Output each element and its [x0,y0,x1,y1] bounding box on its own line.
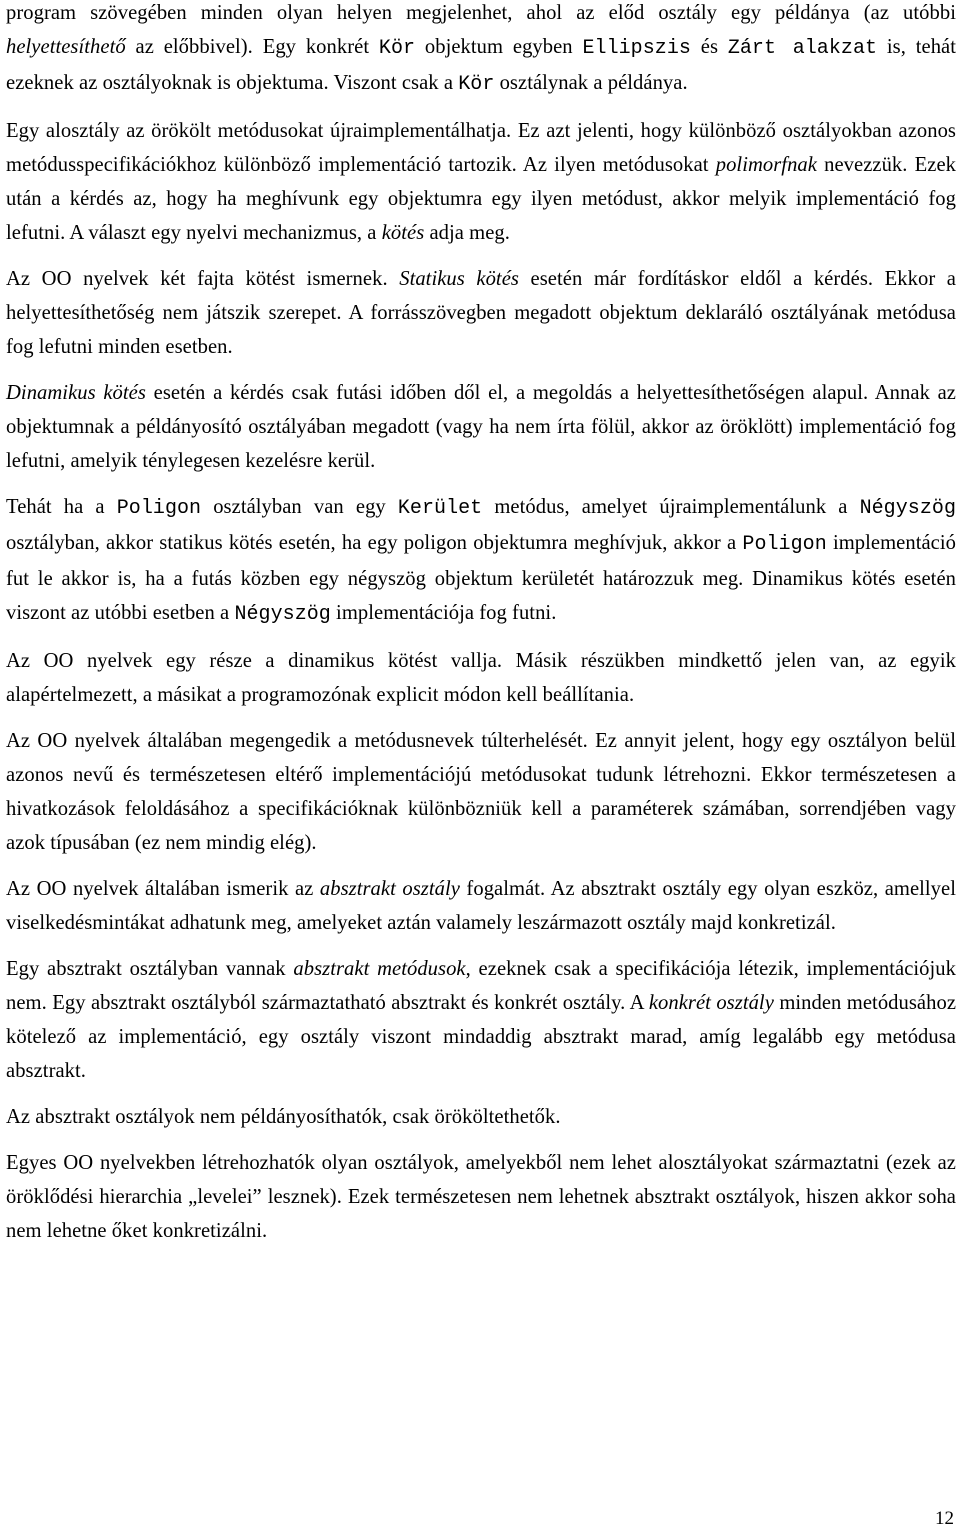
text-run: fogalmát. Az absztrakt osztály egy olyan eszköz, amellyel viselkedésmintákat adhatunk meg, amelyeket aztán valamely leszármazott osztály majd konkretizál. [6,878,956,934]
paragraph-overloading [6,724,956,860]
text-run: Az OO nyelvek két fajta kötést ismernek. [6,268,400,290]
paragraph-dynamic-binding [6,376,956,478]
text-run: minden metódusához kötelező az implementáció, egy osztály viszont mindaddig absztrakt marad, amíg legalább egy metódusa absztrakt. [6,992,957,1082]
italic-term: konkrét osztály [648,992,774,1014]
document-body [6,0,956,1248]
code-identifier: Kör [458,73,495,96]
text-run: metódus, amelyet újraimplementálunk a [482,496,860,518]
italic-term: absztrakt osztály [319,878,460,900]
text-run: osztályban, akkor statikus kötés esetén, ha egy poligon objektumra meghívjuk, akkor a [6,532,743,554]
text-run: Tehát ha a [6,496,117,518]
text-run: és [690,36,728,58]
paragraph-abstract-instantiation [6,1100,956,1134]
paragraph-static-binding [6,262,956,364]
text-run: , ezeknek csak a specifikációja létezik, implementációjuk nem. Egy absztrakt osztályból származtatható absztrakt és konkrét osztály. A [6,958,956,1014]
text-run: program szövegében minden olyan helyen megjelenhet, ahol az előd osztály egy példánya (az utóbbi [6,2,956,24]
paragraph-final-classes [6,1146,956,1248]
italic-term: kötés [381,222,425,244]
paragraph-continuation [6,0,956,102]
text-run: Az OO nyelvek általában megengedik a metódusnevek túlterhelését. Ez annyit jelent, hogy egy osztályon belül azonos nevű és természetesen eltérő implementációjú metódusokat tudunk létrehozni. Ekkor természetesen a hivatkozások feloldásához a specifikációknak különbözniük kell a paraméterek számában, sorrendjében vagy azok típusában (ez nem mindig elég). [6,730,956,854]
text-run: Az absztrakt osztályok nem példányosíthatók, csak örököltethetők. [6,1106,561,1128]
code-identifier: Poligon [116,497,202,520]
paragraph-abstract-class [6,872,956,940]
text-run: adja meg. [424,222,510,244]
text-run: Az OO nyelvek egy része a dinamikus kötést vallja. Másik részükben mindkettő jelen van, az egyik alapértelmezett, a másikat a programozónak explicit módon kell beállítania. [6,650,956,706]
code-identifier: Zárt alakzat [727,37,878,60]
italic-term: polimorfnak [715,154,817,176]
text-run: az előbbivel). Egy konkrét [125,36,379,58]
italic-term: absztrakt metódusok [293,958,466,980]
italic-term: Statikus kötés [399,268,519,290]
text-run: esetén a kérdés csak futási időben dől el, a megoldás a helyettesíthetőségen alapul. Annak az objektumnak a példányosító osztályában megadott (vagy ha nem írta fölül, akkor az öröklött) implementáció fog lefutni, amelyik ténylegesen kezelésre kerül. [6,382,956,472]
code-identifier: Négyszög [234,603,331,626]
code-identifier: Poligon [742,533,827,556]
text-run: nevezzük. Ezek után a kérdés az, hogy ha meghívunk egy objektumra egy ilyen metódust, akkor melyik implementáció fog lefutni. A választ egy nyelvi mechanizmus, a [6,154,957,244]
text-run: implementációja fog futni. [330,602,557,624]
text-run: Az OO nyelvek általában ismerik az [6,878,320,900]
code-identifier: Négyszög [859,497,956,520]
text-run: osztályban van egy [201,496,398,518]
text-run: Egyes OO nyelvekben létrehozhatók olyan osztályok, amelyekből nem lehet alosztályokat származtatni (ezek az öröklődési hierarchia „levelei” lesznek). Ezek természetesen nem lehetnek absztrakt osztályok, hiszen akkor soha nem lehetne őket konkretizálni. [6,1152,956,1242]
paragraph-binding-languages [6,644,956,712]
paragraph-abstract-methods [6,952,956,1088]
text-run: is, tehát ezeknek az osztályoknak is objektuma. Viszont csak a [6,36,957,94]
code-identifier: Kerület [397,497,483,520]
paragraph-method-reimplementation [6,114,956,250]
text-run: esetén már fordításkor eldől a kérdés. Ekkor a helyettesíthetőség nem játszik szerepet. A forrásszövegben megadott objektum deklaráló osztályának metódusa fog lefutni minden esetben. [6,268,956,358]
text-run: Egy alosztály az örökölt metódusokat újraimplementálhatja. Ez azt jelenti, hogy különböző osztályokban azonos metódusspecifikációkhoz különböző implementáció tartozik. Az ilyen metódusokat [6,120,956,176]
italic-term: Dinamikus kötés [6,382,146,404]
document-page [6,0,956,1260]
paragraph-polygon-example [6,490,956,632]
text-run: objektum egyben [415,36,583,58]
text-run: Egy absztrakt osztályban vannak [6,958,294,980]
text-run: implementáció fut le akkor is, ha a futás közben egy négyszög objektum kerületét határozzuk meg. Dinamikus kötés esetén viszont az utóbbi esetben a [6,532,956,624]
text-run: osztálynak a példánya. [494,72,688,94]
code-identifier: Kör [378,37,416,60]
page-number: 12 [935,1508,954,1529]
italic-term: helyettesíthető [6,36,126,58]
code-identifier: Ellipszis [582,37,691,60]
